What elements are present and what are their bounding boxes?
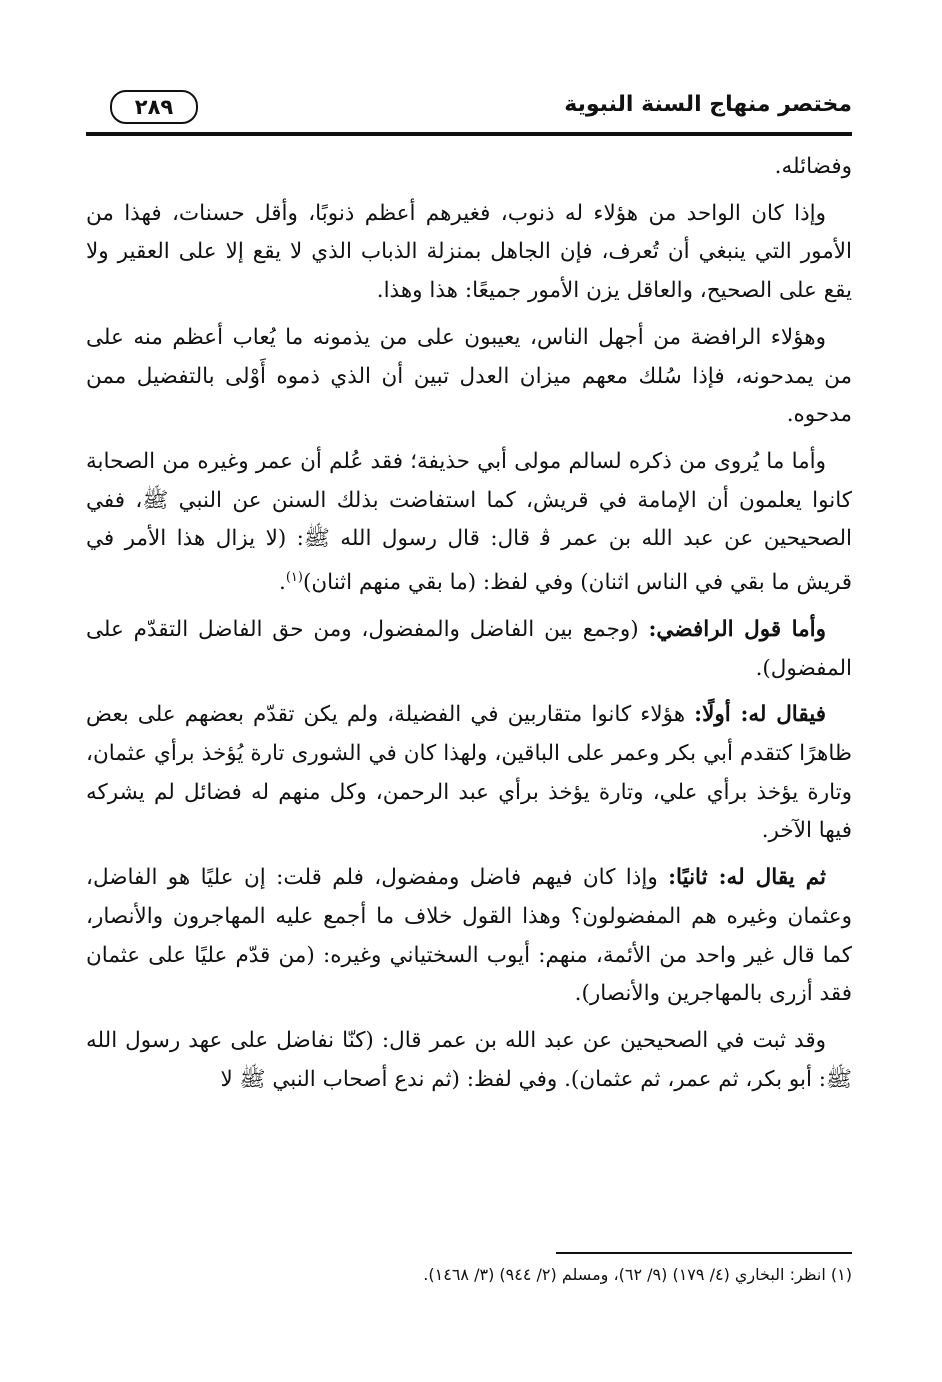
- footnote-divider: [556, 1252, 852, 1254]
- paragraph: [86, 443, 852, 603]
- paragraph: [86, 859, 852, 1014]
- paragraph-text: وهؤلاء الرافضة من أجهل الناس، يعيبون على من يذمونه ما يُعاب أعظم منه على من يمدحونه، فإذا سُلك معهم ميزان العدل تبين أن الذي ذموه أَوْلى بالتفضيل ممن مدحوه.: [86, 324, 852, 428]
- paragraph-text: وإذا كان الواحد من هؤلاء له ذنوب، فغيرهم أعظم ذنوبًا، وأقل حسنات، فهذا من الأمور التي ينبغي أن تُعرف، فإن الجاهل بمنزلة الذباب الذي لا يقع إلا على العقير ولا يقع على الصحيح، والعاقل يزن الأمور جميعًا: هذا وهذا.: [86, 200, 852, 304]
- paragraph-text: وإذا كان فيهم فاضل ومفضول، فلم قلت: إن عليًا هو الفاضل، وعثمان وغيره هم المفضولون؟ وهذا القول خلاف ما أجمع عليه المهاجرون والأنصار، كما قال غير واحد من الأئمة، منهم: أيوب السختياني وغيره: (من قدّم عليًا على عثمان فقد أزرى بالمهاجرين والأنصار).: [86, 865, 852, 1007]
- paragraph-text: وأما ما يُروى من ذكره لسالم مولى أبي حذيفة؛ فقد عُلم أن عمر وغيره من الصحابة كانوا يعلمون أن الإمامة في قريش، كما استفاضت بذلك السنن عن النبي ﷺ، ففي الصحيحين عن عبد الله بن عمر ﭬ قال: قال رسول الله ﷺ: (لا يزال هذا الأمر في قريش ما بقي في الناس اثنان) وفي لفظ: (ما بقي منهم اثنان): [86, 448, 852, 596]
- page-number: ٢٨٩: [110, 90, 198, 124]
- paragraph-text: وقد ثبت في الصحيحين عن عبد الله بن عمر قال: (كنّا نفاضل على عهد رسول الله ﷺ: أبو بكر، ثم عمر، ثم عثمان). وفي لفظ: (ثم ندع أصحاب النبي ﷺ لا: [86, 1027, 852, 1092]
- paragraph-text: هؤلاء كانوا متقاربين في الفضيلة، ولم يكن تقدّم بعضهم على بعض ظاهرًا كتقدم أبي بكر وعمر على الباقين، ولهذا كان في الشورى تارة يُؤخذ برأي عثمان، وتارة يؤخذ برأي علي، وتارة يؤخذ برأي عبد الرحمن، وكل منهم له فضائل لم يشركه فيها الآخر.: [86, 702, 852, 844]
- footnote-reference: (١): [285, 570, 303, 586]
- paragraph: [86, 1022, 852, 1099]
- page-header: [86, 88, 852, 134]
- paragraph-lead: فيقال له: أولًا:: [694, 702, 827, 728]
- paragraph-text: وفضائله.: [774, 154, 852, 179]
- paragraph-tail: .: [278, 570, 286, 596]
- paragraph-lead: ثم يقال له: ثانيًا:: [668, 865, 826, 891]
- paragraph: [86, 319, 852, 435]
- paragraph-lead: وأما قول الرافضي:: [648, 616, 826, 642]
- paragraph-text: (وجمع بين الفاضل والمفضول، ومن حق الفاضل التقدّم على المفضول).: [86, 616, 852, 681]
- footnote: (١) انظر: البخاري (٤/ ١٧٩) (٩/ ٦٢)، ومسلم (٢/ ٩٤٤) (٣/ ١٤٦٨).: [423, 1265, 852, 1284]
- header-divider: [86, 132, 852, 136]
- paragraph: [86, 148, 852, 187]
- paragraph: [86, 195, 852, 311]
- book-title: مختصر منهاج السنة النبوية: [564, 92, 852, 117]
- main-text: [86, 148, 852, 1107]
- paragraph: [86, 611, 852, 688]
- paragraph: [86, 696, 852, 851]
